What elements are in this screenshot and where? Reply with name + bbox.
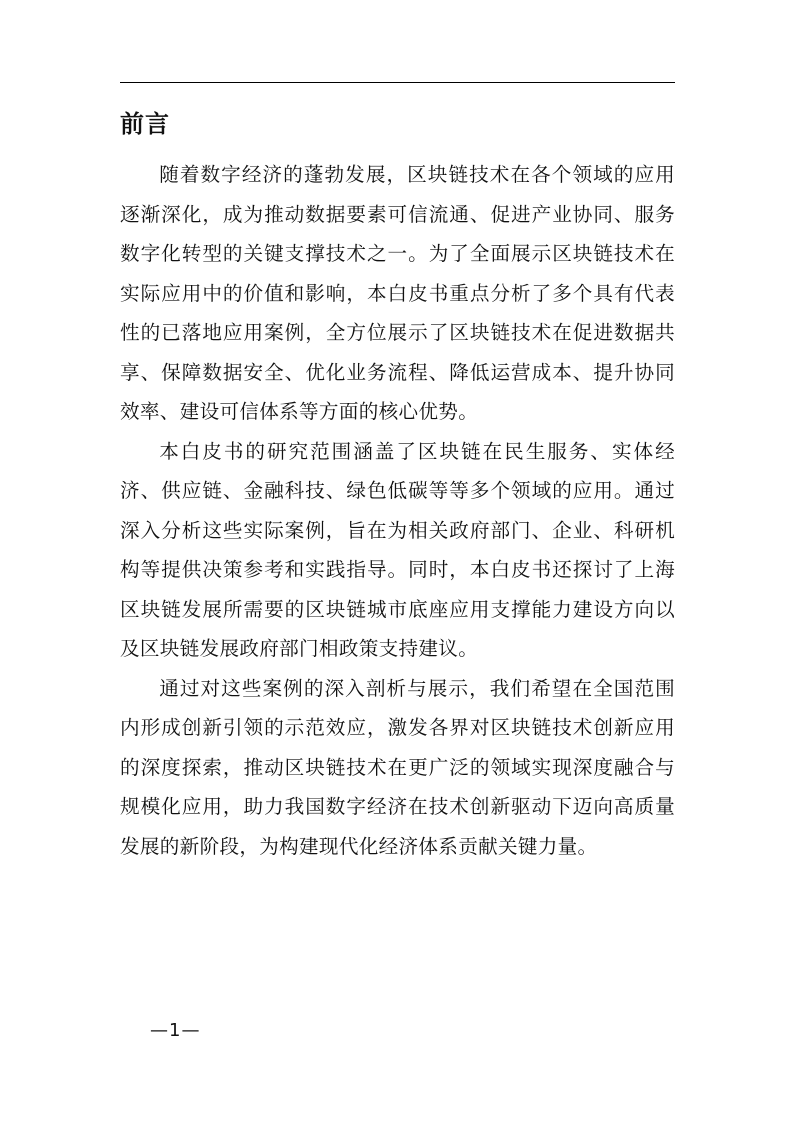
paragraph-2: 本白皮书的研究范围涵盖了区块链在民生服务、实体经济、供应链、金融科技、绿色低碳等等多个领域的应用。通过深入分析这些实际案例，旨在为相关政府部门、企业、科研机构等提供决策参考和实践指导。同时，本白皮书还探讨了上海区块链发展所需要的区块链城市底座应用支撑能力建设方向以及区块链发展政府部门相政策支持建议。 — [120, 439, 675, 660]
page-number: —1— — [150, 1020, 201, 1041]
body-text — [120, 155, 675, 866]
page-title: 前言 — [120, 110, 170, 138]
paragraph-1: 随着数字经济的蓬勃发展，区块链技术在各个领域的应用逐渐深化，成为推动数据要素可信流通、促进产业协同、服务数字化转型的关键支撑技术之一。为了全面展示区块链技术在实际应用中的价值和影响，本白皮书重点分析了多个具有代表性的已落地应用案例，全方位展示了区块链技术在促进数据共享、保障数据安全、优化业务流程、降低运营成本、提升协同效率、建设可信体系等方面的核心优势。 — [120, 163, 675, 423]
paragraph-3: 通过对这些案例的深入剖析与展示，我们希望在全国范围内形成创新引领的示范效应，激发各界对区块链技术创新应用的深度探索，推动区块链技术在更广泛的领域实现深度融合与规模化应用，助力我国数字经济在技术创新驱动下迈向高质量发展的新阶段，为构建现代化经济体系贡献关键力量。 — [120, 676, 675, 858]
header-rule — [120, 82, 675, 83]
